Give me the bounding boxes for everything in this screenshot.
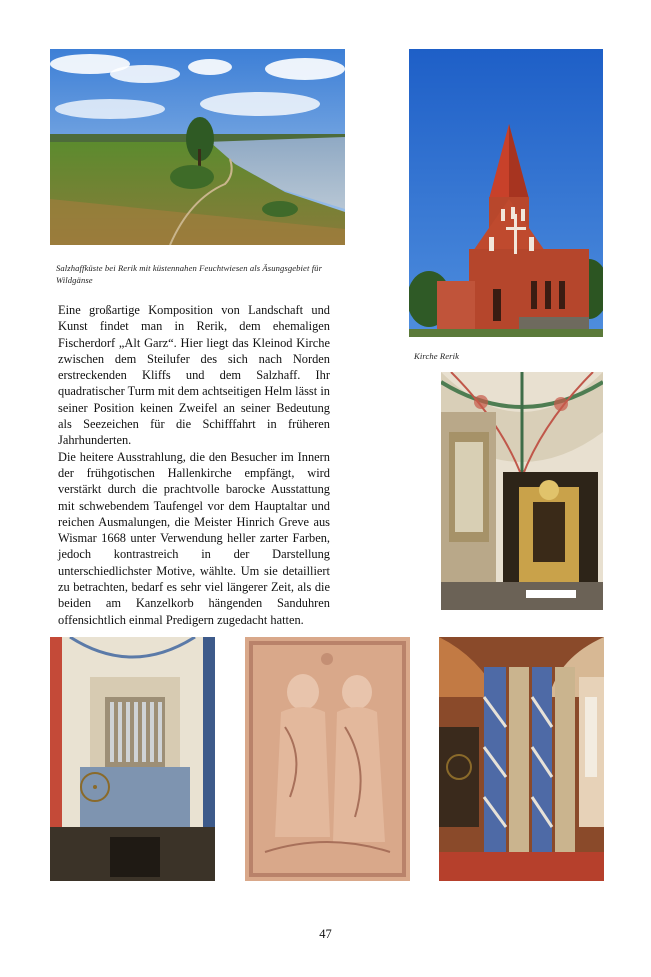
article-paragraph-2: Die heitere Ausstrahlung, die den Besucher im Innern der frühgotischen Hallenkirche empfängt, wird verstärkt durch die prachtvolle barocke Ausstattung mit schwebendem Taufengel vor dem Hauptaltar und reichen Ausmalungen, die Meister Hinrich Greve aus Wismar 1668 unter Verwendung heller zarter Farben, jedoch kontrastreich in der Darstellung unterschiedlichster Motive, wählte. Um sie detailliert zu betrachten, bedarf es sehr viel längerer Zeit, als die beiden am Kanzelkorb hängenden Sanduhren offensichtlich einmal Predigern zugedacht hatten.: [58, 449, 330, 627]
stone-relief-photo: [245, 637, 410, 881]
painted-pillars-photo: [439, 637, 604, 881]
church-interior-altar-photo: [441, 372, 603, 610]
church-exterior-photo: [409, 49, 603, 337]
page-number: 47: [319, 927, 332, 941]
salzhaff-caption: Salzhaffküste bei Rerik mit küstennahen Feuchtwiesen als Äsungsgebiet für Wildgänse: [56, 263, 323, 285]
church-caption: Kirche Rerik: [414, 351, 460, 361]
salzhaff-landscape-photo: [50, 49, 345, 245]
article-paragraph-1: Eine großartige Komposition von Landschaft und Kunst findet man in Rerik, dem ehemaligen Fischerdorf „Alt Garz“. Hier liegt das Kleinod Kirche zwischen dem Steilufer des sich nach Norden erstreckenden Kliffs und dem Salzhaff. Ihr quadratischer Turm mit dem achtseitigen Helm lässt in seiner Position keinen Zweifel an seiner Bedeutung als Seezeichen für die Schifffahrt in früheren Jahrhunderten.: [58, 303, 330, 448]
organ-photo: [50, 637, 215, 881]
article-body: [58, 302, 330, 628]
